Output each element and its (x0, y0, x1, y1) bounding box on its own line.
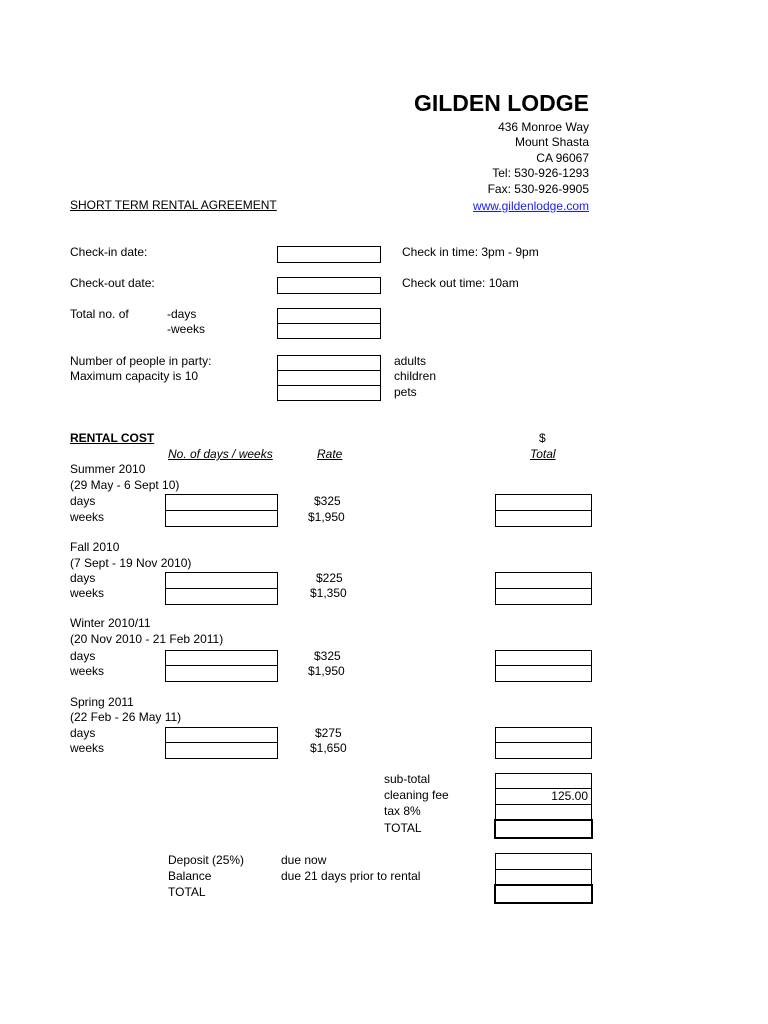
days-label: days (70, 571, 96, 585)
weeks-label: weeks (70, 741, 105, 755)
total-days-field[interactable] (277, 308, 381, 324)
total-weeks-field[interactable] (277, 323, 381, 339)
checkin-label: Check-in date: (70, 245, 148, 259)
day-rate: $225 (316, 571, 343, 585)
checkin-time: Check in time: 3pm - 9pm (402, 245, 539, 259)
checkin-date-field[interactable] (277, 246, 381, 263)
day-rate: $275 (315, 726, 342, 740)
season-name: Winter 2010/11 (70, 616, 151, 630)
subtotal-label: sub-total (384, 772, 431, 786)
address-line-3: CA 96067 (536, 151, 589, 165)
deposit-field[interactable] (495, 853, 592, 870)
website-link[interactable]: www.gildenlodge.com (472, 199, 589, 213)
checkout-label: Check-out date: (70, 276, 155, 290)
fall-weeks-total-field[interactable] (495, 588, 592, 605)
fall-days-total-field[interactable] (495, 572, 592, 589)
summer-days-field[interactable] (165, 494, 278, 511)
total-field[interactable] (494, 819, 593, 839)
winter-weeks-field[interactable] (165, 665, 278, 682)
capacity-label: Maximum capacity is 10 (70, 369, 199, 383)
adults-field[interactable] (277, 355, 381, 371)
address-line-2: Mount Shasta (514, 135, 589, 149)
deposit-label: Deposit (25%) (168, 853, 245, 867)
cleaning-fee-field[interactable] (495, 788, 592, 805)
week-rate: $1,350 (310, 586, 347, 600)
document-title: SHORT TERM RENTAL AGREEMENT (70, 198, 277, 212)
weeks-label: weeks (70, 664, 105, 678)
children-field[interactable] (277, 370, 381, 386)
balance-label: Balance (168, 869, 212, 883)
checkout-time: Check out time: 10am (402, 276, 519, 290)
currency-symbol: $ (539, 431, 546, 445)
week-rate: $1,950 (308, 510, 345, 524)
tax-label: tax 8% (384, 804, 421, 818)
season-dates: (29 May - 6 Sept 10) (70, 478, 180, 492)
season-dates: (20 Nov 2010 - 21 Feb 2011) (70, 632, 224, 646)
spring-weeks-field[interactable] (165, 742, 278, 759)
total-weeks-label: -weeks (167, 322, 206, 336)
day-rate: $325 (314, 649, 341, 663)
cleaning-fee-value: 125.00 (551, 789, 588, 803)
payment-total-field[interactable] (494, 884, 593, 904)
pets-label: pets (394, 385, 417, 399)
total-nights-label: Total no. of (70, 307, 129, 321)
week-rate: $1,650 (310, 741, 347, 755)
col-total: Total (530, 447, 556, 461)
total-label: TOTAL (384, 821, 422, 835)
summer-days-total-field[interactable] (495, 494, 592, 511)
children-label: children (394, 369, 437, 383)
rental-cost-heading: RENTAL COST (70, 431, 155, 445)
day-rate: $325 (314, 494, 341, 508)
season-name: Spring 2011 (70, 695, 134, 709)
weeks-label: weeks (70, 510, 105, 524)
spring-weeks-total-field[interactable] (495, 742, 592, 759)
total-days-label: -days (167, 307, 197, 321)
telephone: Tel: 530-926-1293 (492, 166, 589, 180)
address-line-1: 436 Monroe Way (498, 120, 589, 134)
balance-due: due 21 days prior to rental (281, 869, 421, 883)
adults-label: adults (394, 354, 427, 368)
pets-field[interactable] (277, 385, 381, 401)
summer-weeks-field[interactable] (165, 510, 278, 527)
cleaning-fee-label: cleaning fee (384, 788, 449, 802)
people-label: Number of people in party: (70, 354, 212, 368)
season-dates: (7 Sept - 19 Nov 2010) (70, 556, 192, 570)
lodge-name: GILDEN LODGE (413, 90, 589, 116)
fall-days-field[interactable] (165, 572, 278, 589)
fax: Fax: 530-926-9905 (487, 182, 589, 196)
days-label: days (70, 726, 96, 740)
weeks-label: weeks (70, 586, 105, 600)
winter-weeks-total-field[interactable] (495, 665, 592, 682)
col-days-weeks: No. of days / weeks (168, 447, 273, 461)
season-dates: (22 Feb - 26 May 11) (70, 710, 182, 724)
checkout-date-field[interactable] (277, 277, 381, 294)
deposit-due: due now (281, 853, 327, 867)
season-name: Summer 2010 (70, 462, 146, 476)
summer-weeks-total-field[interactable] (495, 510, 592, 527)
payment-total-label: TOTAL (168, 885, 206, 899)
season-name: Fall 2010 (70, 540, 120, 554)
days-label: days (70, 649, 96, 663)
col-rate: Rate (317, 447, 343, 461)
week-rate: $1,950 (308, 664, 345, 678)
days-label: days (70, 494, 96, 508)
fall-weeks-field[interactable] (165, 588, 278, 605)
